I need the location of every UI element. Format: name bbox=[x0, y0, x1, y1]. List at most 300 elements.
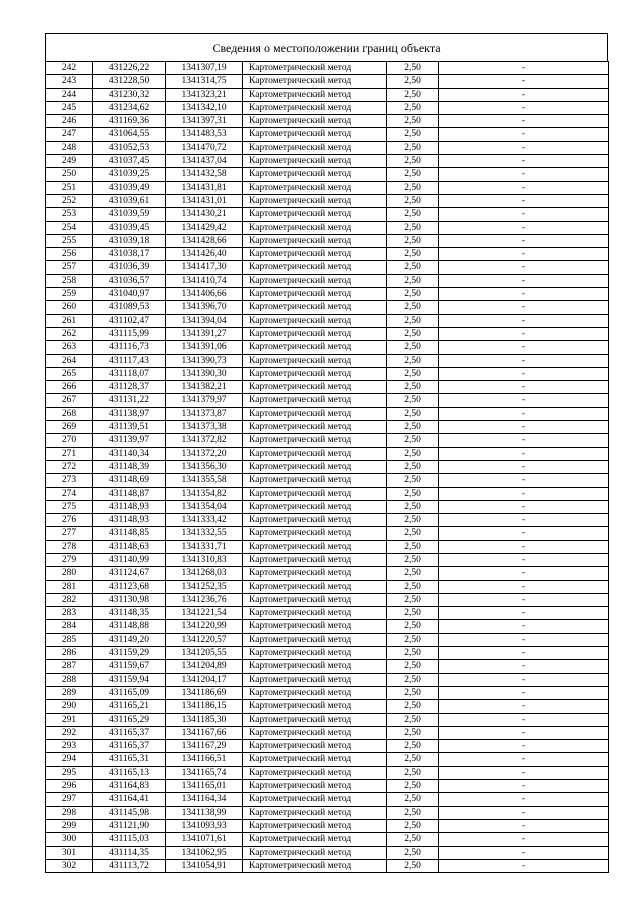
description-cell: - bbox=[439, 447, 609, 460]
table-row bbox=[46, 500, 609, 513]
description-cell: - bbox=[439, 686, 609, 699]
x-coordinate-cell: 431038,17 bbox=[93, 248, 166, 261]
description-cell: - bbox=[439, 500, 609, 513]
method-cell: Картометрический метод bbox=[243, 128, 387, 141]
table-row bbox=[46, 407, 609, 420]
table-row bbox=[46, 474, 609, 487]
description-cell: - bbox=[439, 115, 609, 128]
x-coordinate-cell: 431116,73 bbox=[93, 341, 166, 354]
table-row bbox=[46, 101, 609, 114]
table-row bbox=[46, 633, 609, 646]
accuracy-cell: 2,50 bbox=[387, 314, 439, 327]
method-cell: Картометрический метод bbox=[243, 75, 387, 88]
method-cell: Картометрический метод bbox=[243, 766, 387, 779]
table-row bbox=[46, 248, 609, 261]
method-cell: Картометрический метод bbox=[243, 168, 387, 181]
y-coordinate-cell: 1341417,30 bbox=[166, 261, 243, 274]
x-coordinate-cell: 431123,68 bbox=[93, 580, 166, 593]
table-row bbox=[46, 740, 609, 753]
point-number-cell: 302 bbox=[46, 859, 93, 872]
accuracy-cell: 2,50 bbox=[387, 407, 439, 420]
description-cell: - bbox=[439, 407, 609, 420]
point-number-cell: 284 bbox=[46, 620, 93, 633]
description-cell: - bbox=[439, 194, 609, 207]
accuracy-cell: 2,50 bbox=[387, 128, 439, 141]
x-coordinate-cell: 431037,45 bbox=[93, 155, 166, 168]
point-number-cell: 287 bbox=[46, 660, 93, 673]
y-coordinate-cell: 1341410,74 bbox=[166, 274, 243, 287]
method-cell: Картометрический метод bbox=[243, 593, 387, 606]
table-row bbox=[46, 447, 609, 460]
point-number-cell: 263 bbox=[46, 341, 93, 354]
method-cell: Картометрический метод bbox=[243, 580, 387, 593]
method-cell: Картометрический метод bbox=[243, 261, 387, 274]
accuracy-cell: 2,50 bbox=[387, 341, 439, 354]
point-number-cell: 246 bbox=[46, 115, 93, 128]
description-cell: - bbox=[439, 274, 609, 287]
point-number-cell: 294 bbox=[46, 753, 93, 766]
x-coordinate-cell: 431131,22 bbox=[93, 394, 166, 407]
point-number-cell: 288 bbox=[46, 673, 93, 686]
method-cell: Картометрический метод bbox=[243, 194, 387, 207]
table-row bbox=[46, 194, 609, 207]
x-coordinate-cell: 431064,55 bbox=[93, 128, 166, 141]
point-number-cell: 267 bbox=[46, 394, 93, 407]
method-cell: Картометрический метод bbox=[243, 248, 387, 261]
method-cell: Картометрический метод bbox=[243, 447, 387, 460]
method-cell: Картометрический метод bbox=[243, 500, 387, 513]
accuracy-cell: 2,50 bbox=[387, 806, 439, 819]
description-cell: - bbox=[439, 341, 609, 354]
y-coordinate-cell: 1341342,10 bbox=[166, 101, 243, 114]
y-coordinate-cell: 1341354,82 bbox=[166, 487, 243, 500]
accuracy-cell: 2,50 bbox=[387, 859, 439, 872]
table-row bbox=[46, 700, 609, 713]
accuracy-cell: 2,50 bbox=[387, 75, 439, 88]
point-number-cell: 296 bbox=[46, 780, 93, 793]
description-cell: - bbox=[439, 434, 609, 447]
y-coordinate-cell: 1341331,71 bbox=[166, 540, 243, 553]
x-coordinate-cell: 431115,03 bbox=[93, 833, 166, 846]
x-coordinate-cell: 431039,45 bbox=[93, 221, 166, 234]
point-number-cell: 265 bbox=[46, 367, 93, 380]
y-coordinate-cell: 1341391,06 bbox=[166, 341, 243, 354]
x-coordinate-cell: 431164,41 bbox=[93, 793, 166, 806]
y-coordinate-cell: 1341372,82 bbox=[166, 434, 243, 447]
y-coordinate-cell: 1341470,72 bbox=[166, 141, 243, 154]
point-number-cell: 298 bbox=[46, 806, 93, 819]
y-coordinate-cell: 1341333,42 bbox=[166, 514, 243, 527]
method-cell: Картометрический метод bbox=[243, 567, 387, 580]
y-coordinate-cell: 1341220,57 bbox=[166, 633, 243, 646]
table-row bbox=[46, 540, 609, 553]
accuracy-cell: 2,50 bbox=[387, 474, 439, 487]
point-number-cell: 282 bbox=[46, 593, 93, 606]
description-cell: - bbox=[439, 234, 609, 247]
table-row bbox=[46, 580, 609, 593]
x-coordinate-cell: 431039,49 bbox=[93, 181, 166, 194]
description-cell: - bbox=[439, 580, 609, 593]
y-coordinate-cell: 1341430,21 bbox=[166, 208, 243, 221]
table-row bbox=[46, 434, 609, 447]
method-cell: Картометрический метод bbox=[243, 660, 387, 673]
description-cell: - bbox=[439, 553, 609, 566]
accuracy-cell: 2,50 bbox=[387, 726, 439, 739]
accuracy-cell: 2,50 bbox=[387, 833, 439, 846]
y-coordinate-cell: 1341429,42 bbox=[166, 221, 243, 234]
description-cell: - bbox=[439, 460, 609, 473]
table-row bbox=[46, 301, 609, 314]
table-row bbox=[46, 234, 609, 247]
description-cell: - bbox=[439, 314, 609, 327]
x-coordinate-cell: 431128,37 bbox=[93, 381, 166, 394]
y-coordinate-cell: 1341437,04 bbox=[166, 155, 243, 168]
point-number-cell: 260 bbox=[46, 301, 93, 314]
y-coordinate-cell: 1341382,21 bbox=[166, 381, 243, 394]
point-number-cell: 276 bbox=[46, 514, 93, 527]
y-coordinate-cell: 1341166,51 bbox=[166, 753, 243, 766]
point-number-cell: 268 bbox=[46, 407, 93, 420]
description-cell: - bbox=[439, 75, 609, 88]
point-number-cell: 290 bbox=[46, 700, 93, 713]
accuracy-cell: 2,50 bbox=[387, 62, 439, 75]
y-coordinate-cell: 1341431,01 bbox=[166, 194, 243, 207]
accuracy-cell: 2,50 bbox=[387, 527, 439, 540]
method-cell: Картометрический метод bbox=[243, 740, 387, 753]
y-coordinate-cell: 1341390,30 bbox=[166, 367, 243, 380]
x-coordinate-cell: 431165,37 bbox=[93, 740, 166, 753]
accuracy-cell: 2,50 bbox=[387, 540, 439, 553]
point-number-cell: 275 bbox=[46, 500, 93, 513]
table-row bbox=[46, 341, 609, 354]
accuracy-cell: 2,50 bbox=[387, 394, 439, 407]
x-coordinate-cell: 431148,88 bbox=[93, 620, 166, 633]
x-coordinate-cell: 431039,59 bbox=[93, 208, 166, 221]
accuracy-cell: 2,50 bbox=[387, 168, 439, 181]
description-cell: - bbox=[439, 221, 609, 234]
x-coordinate-cell: 431148,85 bbox=[93, 527, 166, 540]
table-row bbox=[46, 859, 609, 872]
coordinates-table bbox=[45, 61, 609, 873]
y-coordinate-cell: 1341356,30 bbox=[166, 460, 243, 473]
table-row bbox=[46, 673, 609, 686]
method-cell: Картометрический метод bbox=[243, 181, 387, 194]
x-coordinate-cell: 431140,99 bbox=[93, 553, 166, 566]
method-cell: Картометрический метод bbox=[243, 806, 387, 819]
point-number-cell: 269 bbox=[46, 421, 93, 434]
accuracy-cell: 2,50 bbox=[387, 194, 439, 207]
table-row bbox=[46, 62, 609, 75]
x-coordinate-cell: 431148,39 bbox=[93, 460, 166, 473]
point-number-cell: 247 bbox=[46, 128, 93, 141]
y-coordinate-cell: 1341323,21 bbox=[166, 88, 243, 101]
x-coordinate-cell: 431228,50 bbox=[93, 75, 166, 88]
accuracy-cell: 2,50 bbox=[387, 221, 439, 234]
accuracy-cell: 2,50 bbox=[387, 793, 439, 806]
method-cell: Картометрический метод bbox=[243, 62, 387, 75]
method-cell: Картометрический метод bbox=[243, 208, 387, 221]
document-frame bbox=[45, 33, 608, 873]
accuracy-cell: 2,50 bbox=[387, 261, 439, 274]
table-row bbox=[46, 806, 609, 819]
table-row bbox=[46, 221, 609, 234]
x-coordinate-cell: 431148,87 bbox=[93, 487, 166, 500]
point-number-cell: 257 bbox=[46, 261, 93, 274]
table-row bbox=[46, 487, 609, 500]
table-row bbox=[46, 753, 609, 766]
description-cell: - bbox=[439, 753, 609, 766]
description-cell: - bbox=[439, 301, 609, 314]
accuracy-cell: 2,50 bbox=[387, 88, 439, 101]
description-cell: - bbox=[439, 819, 609, 832]
point-number-cell: 280 bbox=[46, 567, 93, 580]
x-coordinate-cell: 431118,07 bbox=[93, 367, 166, 380]
accuracy-cell: 2,50 bbox=[387, 367, 439, 380]
x-coordinate-cell: 431121,90 bbox=[93, 819, 166, 832]
y-coordinate-cell: 1341373,38 bbox=[166, 421, 243, 434]
method-cell: Картометрический метод bbox=[243, 421, 387, 434]
y-coordinate-cell: 1341268,03 bbox=[166, 567, 243, 580]
table-row bbox=[46, 793, 609, 806]
description-cell: - bbox=[439, 261, 609, 274]
point-number-cell: 270 bbox=[46, 434, 93, 447]
accuracy-cell: 2,50 bbox=[387, 155, 439, 168]
description-cell: - bbox=[439, 474, 609, 487]
description-cell: - bbox=[439, 514, 609, 527]
accuracy-cell: 2,50 bbox=[387, 607, 439, 620]
table-row bbox=[46, 88, 609, 101]
y-coordinate-cell: 1341391,27 bbox=[166, 327, 243, 340]
table-row bbox=[46, 327, 609, 340]
y-coordinate-cell: 1341138,99 bbox=[166, 806, 243, 819]
description-cell: - bbox=[439, 793, 609, 806]
method-cell: Картометрический метод bbox=[243, 620, 387, 633]
x-coordinate-cell: 431165,29 bbox=[93, 713, 166, 726]
x-coordinate-cell: 431039,18 bbox=[93, 234, 166, 247]
point-number-cell: 243 bbox=[46, 75, 93, 88]
accuracy-cell: 2,50 bbox=[387, 780, 439, 793]
point-number-cell: 292 bbox=[46, 726, 93, 739]
point-number-cell: 293 bbox=[46, 740, 93, 753]
y-coordinate-cell: 1341204,89 bbox=[166, 660, 243, 673]
table-row bbox=[46, 314, 609, 327]
x-coordinate-cell: 431089,53 bbox=[93, 301, 166, 314]
method-cell: Картометрический метод bbox=[243, 607, 387, 620]
method-cell: Картометрический метод bbox=[243, 115, 387, 128]
x-coordinate-cell: 431148,93 bbox=[93, 500, 166, 513]
page-title: Сведения о местоположении границ объекта bbox=[45, 33, 608, 61]
point-number-cell: 291 bbox=[46, 713, 93, 726]
y-coordinate-cell: 1341071,61 bbox=[166, 833, 243, 846]
y-coordinate-cell: 1341252,35 bbox=[166, 580, 243, 593]
description-cell: - bbox=[439, 633, 609, 646]
y-coordinate-cell: 1341379,97 bbox=[166, 394, 243, 407]
description-cell: - bbox=[439, 487, 609, 500]
accuracy-cell: 2,50 bbox=[387, 700, 439, 713]
accuracy-cell: 2,50 bbox=[387, 633, 439, 646]
accuracy-cell: 2,50 bbox=[387, 421, 439, 434]
point-number-cell: 273 bbox=[46, 474, 93, 487]
description-cell: - bbox=[439, 673, 609, 686]
accuracy-cell: 2,50 bbox=[387, 434, 439, 447]
method-cell: Картометрический метод bbox=[243, 474, 387, 487]
accuracy-cell: 2,50 bbox=[387, 553, 439, 566]
y-coordinate-cell: 1341428,66 bbox=[166, 234, 243, 247]
method-cell: Картометрический метод bbox=[243, 819, 387, 832]
description-cell: - bbox=[439, 327, 609, 340]
method-cell: Картометрический метод bbox=[243, 726, 387, 739]
point-number-cell: 279 bbox=[46, 553, 93, 566]
y-coordinate-cell: 1341220,99 bbox=[166, 620, 243, 633]
method-cell: Картометрический метод bbox=[243, 793, 387, 806]
y-coordinate-cell: 1341054,91 bbox=[166, 859, 243, 872]
x-coordinate-cell: 431140,34 bbox=[93, 447, 166, 460]
table-row bbox=[46, 367, 609, 380]
point-number-cell: 278 bbox=[46, 540, 93, 553]
table-row bbox=[46, 261, 609, 274]
table-row bbox=[46, 288, 609, 301]
accuracy-cell: 2,50 bbox=[387, 740, 439, 753]
table-row bbox=[46, 686, 609, 699]
description-cell: - bbox=[439, 766, 609, 779]
description-cell: - bbox=[439, 806, 609, 819]
table-row bbox=[46, 394, 609, 407]
point-number-cell: 258 bbox=[46, 274, 93, 287]
point-number-cell: 242 bbox=[46, 62, 93, 75]
point-number-cell: 253 bbox=[46, 208, 93, 221]
description-cell: - bbox=[439, 660, 609, 673]
x-coordinate-cell: 431165,09 bbox=[93, 686, 166, 699]
y-coordinate-cell: 1341236,76 bbox=[166, 593, 243, 606]
x-coordinate-cell: 431148,63 bbox=[93, 540, 166, 553]
method-cell: Картометрический метод bbox=[243, 381, 387, 394]
description-cell: - bbox=[439, 128, 609, 141]
y-coordinate-cell: 1341165,01 bbox=[166, 780, 243, 793]
y-coordinate-cell: 1341205,55 bbox=[166, 647, 243, 660]
method-cell: Картометрический метод bbox=[243, 700, 387, 713]
method-cell: Картометрический метод bbox=[243, 540, 387, 553]
accuracy-cell: 2,50 bbox=[387, 819, 439, 832]
x-coordinate-cell: 431139,51 bbox=[93, 421, 166, 434]
accuracy-cell: 2,50 bbox=[387, 713, 439, 726]
method-cell: Картометрический метод bbox=[243, 460, 387, 473]
method-cell: Картометрический метод bbox=[243, 88, 387, 101]
y-coordinate-cell: 1341310,83 bbox=[166, 553, 243, 566]
method-cell: Картометрический метод bbox=[243, 221, 387, 234]
accuracy-cell: 2,50 bbox=[387, 288, 439, 301]
method-cell: Картометрический метод bbox=[243, 553, 387, 566]
table-row bbox=[46, 75, 609, 88]
point-number-cell: 251 bbox=[46, 181, 93, 194]
y-coordinate-cell: 1341396,70 bbox=[166, 301, 243, 314]
table-row bbox=[46, 553, 609, 566]
method-cell: Картометрический метод bbox=[243, 141, 387, 154]
x-coordinate-cell: 431148,35 bbox=[93, 607, 166, 620]
x-coordinate-cell: 431234,62 bbox=[93, 101, 166, 114]
point-number-cell: 286 bbox=[46, 647, 93, 660]
method-cell: Картометрический метод bbox=[243, 367, 387, 380]
description-cell: - bbox=[439, 248, 609, 261]
accuracy-cell: 2,50 bbox=[387, 686, 439, 699]
accuracy-cell: 2,50 bbox=[387, 208, 439, 221]
method-cell: Картометрический метод bbox=[243, 833, 387, 846]
description-cell: - bbox=[439, 780, 609, 793]
y-coordinate-cell: 1341390,73 bbox=[166, 354, 243, 367]
description-cell: - bbox=[439, 288, 609, 301]
y-coordinate-cell: 1341431,81 bbox=[166, 181, 243, 194]
description-cell: - bbox=[439, 168, 609, 181]
accuracy-cell: 2,50 bbox=[387, 181, 439, 194]
accuracy-cell: 2,50 bbox=[387, 248, 439, 261]
description-cell: - bbox=[439, 141, 609, 154]
table-row bbox=[46, 713, 609, 726]
table-row bbox=[46, 155, 609, 168]
table-row bbox=[46, 620, 609, 633]
table-row bbox=[46, 567, 609, 580]
x-coordinate-cell: 431159,94 bbox=[93, 673, 166, 686]
y-coordinate-cell: 1341406,66 bbox=[166, 288, 243, 301]
y-coordinate-cell: 1341373,87 bbox=[166, 407, 243, 420]
description-cell: - bbox=[439, 593, 609, 606]
accuracy-cell: 2,50 bbox=[387, 620, 439, 633]
description-cell: - bbox=[439, 620, 609, 633]
method-cell: Картометрический метод bbox=[243, 354, 387, 367]
method-cell: Картометрический метод bbox=[243, 341, 387, 354]
x-coordinate-cell: 431165,21 bbox=[93, 700, 166, 713]
method-cell: Картометрический метод bbox=[243, 713, 387, 726]
point-number-cell: 254 bbox=[46, 221, 93, 234]
accuracy-cell: 2,50 bbox=[387, 753, 439, 766]
y-coordinate-cell: 1341185,30 bbox=[166, 713, 243, 726]
description-cell: - bbox=[439, 607, 609, 620]
y-coordinate-cell: 1341426,40 bbox=[166, 248, 243, 261]
x-coordinate-cell: 431124,67 bbox=[93, 567, 166, 580]
y-coordinate-cell: 1341186,69 bbox=[166, 686, 243, 699]
y-coordinate-cell: 1341167,66 bbox=[166, 726, 243, 739]
point-number-cell: 259 bbox=[46, 288, 93, 301]
accuracy-cell: 2,50 bbox=[387, 487, 439, 500]
y-coordinate-cell: 1341093,93 bbox=[166, 819, 243, 832]
point-number-cell: 256 bbox=[46, 248, 93, 261]
table-row bbox=[46, 833, 609, 846]
description-cell: - bbox=[439, 740, 609, 753]
x-coordinate-cell: 431165,37 bbox=[93, 726, 166, 739]
description-cell: - bbox=[439, 527, 609, 540]
point-number-cell: 262 bbox=[46, 327, 93, 340]
description-cell: - bbox=[439, 833, 609, 846]
point-number-cell: 264 bbox=[46, 354, 93, 367]
x-coordinate-cell: 431148,93 bbox=[93, 514, 166, 527]
table-row bbox=[46, 726, 609, 739]
accuracy-cell: 2,50 bbox=[387, 327, 439, 340]
x-coordinate-cell: 431149,20 bbox=[93, 633, 166, 646]
table-row bbox=[46, 607, 609, 620]
method-cell: Картометрический метод bbox=[243, 780, 387, 793]
y-coordinate-cell: 1341432,58 bbox=[166, 168, 243, 181]
accuracy-cell: 2,50 bbox=[387, 500, 439, 513]
description-cell: - bbox=[439, 88, 609, 101]
method-cell: Картометрический метод bbox=[243, 288, 387, 301]
description-cell: - bbox=[439, 421, 609, 434]
description-cell: - bbox=[439, 394, 609, 407]
y-coordinate-cell: 1341307,19 bbox=[166, 62, 243, 75]
point-number-cell: 281 bbox=[46, 580, 93, 593]
x-coordinate-cell: 431159,29 bbox=[93, 647, 166, 660]
point-number-cell: 301 bbox=[46, 846, 93, 859]
method-cell: Картометрический метод bbox=[243, 234, 387, 247]
description-cell: - bbox=[439, 713, 609, 726]
table-row bbox=[46, 141, 609, 154]
